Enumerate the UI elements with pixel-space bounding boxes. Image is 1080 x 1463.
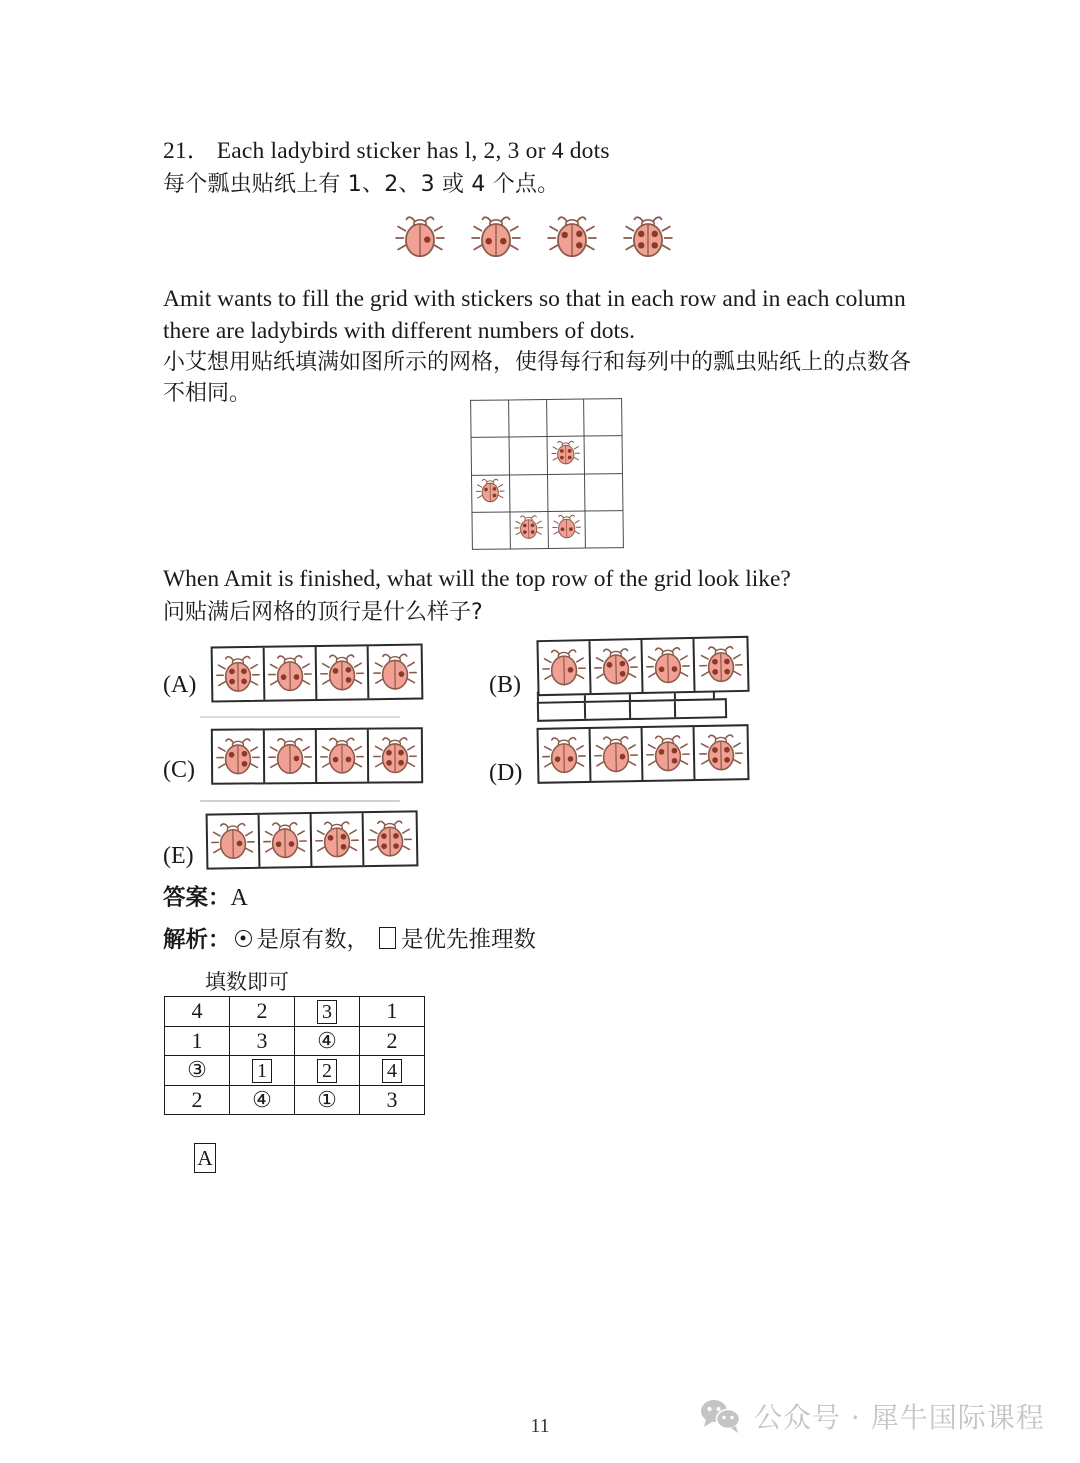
boxed-number: 1: [252, 1059, 272, 1083]
option-cell: [265, 730, 317, 782]
ladybird-icon-2: [262, 817, 309, 864]
option-cell: [538, 641, 591, 694]
option-cell: [317, 730, 369, 782]
ladybird-icon-3: [215, 733, 261, 779]
ladybird-icon-1: [210, 818, 257, 865]
ladybird-icon-4: [367, 815, 414, 862]
puzzle-cell-empty[interactable]: [472, 512, 510, 550]
ladybird-icon-2: [645, 642, 692, 689]
analysis-line: [163, 922, 536, 954]
page-number: 11: [530, 1415, 550, 1437]
question-en-text: Each ladybird sticker has l, 2, 3 or 4 dots: [216, 138, 610, 164]
solution-cell: 2: [230, 997, 295, 1027]
solution-table-row: [165, 997, 425, 1027]
option-cell: [265, 647, 318, 700]
puzzle-cell-filled[interactable]: [547, 436, 585, 474]
puzzle-grid: [470, 398, 624, 550]
solution-cell: [230, 1056, 295, 1086]
puzzle-cell-filled[interactable]: [547, 511, 585, 549]
sample-ladybird: [622, 211, 674, 268]
option-cell: [591, 728, 644, 781]
solution-cell: ④: [230, 1085, 295, 1115]
puzzle-cell-empty[interactable]: [509, 437, 547, 475]
wechat-icon: [700, 1399, 742, 1433]
question-body-en: Amit wants to fill the grid with stickers so that in each row and in each column there are ladybirds with different numbers of dots.: [163, 286, 906, 344]
watermark-text: 公众号 · 犀牛国际课程: [754, 1401, 1045, 1434]
puzzle-grid-row: [471, 436, 622, 475]
option-strip-c[interactable]: [211, 727, 423, 784]
option-label-a: (A): [163, 672, 197, 698]
ladybird-icon-2: [470, 211, 522, 263]
question-number: 21．: [163, 138, 211, 164]
option-cell: [369, 729, 421, 781]
ladybird-icon-2: [551, 512, 581, 542]
option-strip-d[interactable]: [537, 724, 750, 784]
solution-cell: 3: [360, 1085, 425, 1115]
option-cell: [213, 730, 265, 782]
puzzle-cell-empty[interactable]: [584, 436, 622, 474]
question-ask: [163, 563, 953, 629]
option-cell: [643, 727, 696, 780]
question-ask-en: When Amit is finished, what will the top row of the grid look like?: [163, 566, 791, 592]
solution-cell: [360, 1056, 425, 1086]
ladybird-icon-1: [541, 644, 588, 691]
solution-hint: 填数即可: [205, 970, 289, 994]
ladybird-icon-4: [215, 651, 262, 698]
question-en-line1: [163, 134, 963, 168]
option-strip-e[interactable]: [206, 810, 419, 869]
boxed-number: 3: [317, 1000, 337, 1024]
puzzle-grid-table: [470, 398, 624, 550]
puzzle-cell-empty[interactable]: [584, 399, 622, 437]
solution-cell: [295, 1056, 360, 1086]
puzzle-cell-empty[interactable]: [508, 400, 546, 438]
question-ask-cn: 问贴满后网格的顶行是什么样子?: [163, 600, 483, 625]
circle-marker-icon: [235, 930, 252, 947]
ladybird-icon-4: [372, 732, 418, 778]
option-cell: [312, 813, 365, 866]
ladybird-icon-3: [593, 643, 640, 690]
watermark: [700, 1396, 1045, 1436]
ladybird-icon-1: [267, 733, 313, 779]
puzzle-cell-empty[interactable]: [585, 473, 623, 511]
solution-table-row: [165, 1056, 425, 1086]
ladybird-icon-3: [314, 816, 361, 863]
question-body: [163, 283, 931, 409]
puzzle-cell-filled[interactable]: [472, 474, 510, 512]
solution-table: [164, 996, 425, 1115]
solution-cell: ③: [165, 1056, 230, 1086]
final-answer-box: A: [194, 1143, 216, 1173]
analysis-text-square: 是优先推理数: [401, 927, 537, 953]
option-cell: [213, 648, 266, 701]
solution-cell: 1: [360, 997, 425, 1027]
option-strip-a[interactable]: [211, 644, 424, 703]
ladybird-icon-2: [319, 733, 365, 779]
boxed-number: 2: [317, 1059, 337, 1083]
option-cell: [642, 639, 695, 692]
option-strip-b[interactable]: [536, 636, 749, 696]
question-cn-line1: 每个瓢虫贴纸上有 1、2、3 或 4 个点。: [163, 172, 560, 197]
answer-value: A: [230, 885, 248, 911]
ladybird-icon-4: [622, 211, 674, 263]
solution-cell: 4: [165, 997, 230, 1027]
puzzle-grid-row: [471, 399, 622, 438]
puzzle-cell-empty[interactable]: [471, 400, 509, 438]
option-cell: [539, 729, 592, 782]
scan-artifact-line: [200, 800, 400, 802]
ladybird-icon-2: [267, 650, 314, 697]
solution-cell: [295, 997, 360, 1027]
ladybird-icon-1: [593, 731, 640, 778]
question-body-cn: 小艾想用贴纸填满如图所示的网格，使得每行和每列中的瓢虫贴纸上的点数各不相同。: [163, 350, 912, 406]
puzzle-cell-empty[interactable]: [509, 474, 547, 512]
option-label-c: (C): [163, 757, 195, 783]
puzzle-cell-empty[interactable]: [547, 474, 585, 512]
sample-ladybird: [546, 211, 598, 268]
ladybird-icon-1: [394, 211, 446, 263]
scan-artifact-strip: [537, 698, 727, 722]
option-cell: [364, 812, 417, 865]
sample-ladybird-row: [394, 208, 674, 270]
option-label-d: (D): [489, 760, 523, 786]
analysis-text-circle: 是原有数，: [256, 927, 370, 953]
analysis-label: 解析：: [163, 927, 231, 953]
solution-cell: 3: [230, 1026, 295, 1056]
option-cell: [695, 726, 748, 779]
ladybird-icon-4: [514, 512, 544, 542]
sample-ladybird: [394, 211, 446, 268]
ladybird-icon-3: [319, 649, 366, 696]
ladybird-icon-4: [698, 641, 745, 688]
square-marker-icon: [379, 927, 396, 949]
answer-line: [163, 880, 248, 912]
solution-cell: ④: [295, 1026, 360, 1056]
ladybird-icon-4: [550, 437, 580, 467]
option-label-b: (B): [489, 672, 521, 698]
sample-ladybird: [470, 211, 522, 268]
option-cell: [590, 640, 643, 693]
puzzle-grid-row: [472, 510, 623, 549]
question-heading: [163, 134, 963, 202]
puzzle-cell-filled[interactable]: [510, 511, 548, 549]
puzzle-cell-empty[interactable]: [546, 399, 584, 437]
option-cell: [208, 815, 261, 868]
ladybird-icon-1: [372, 649, 419, 696]
puzzle-cell-empty[interactable]: [585, 510, 623, 548]
solution-table-row: [165, 1026, 425, 1056]
solution-cell: 2: [360, 1026, 425, 1056]
puzzle-grid-row: [472, 473, 623, 512]
ladybird-icon-4: [698, 729, 745, 776]
ladybird-icon-3: [645, 730, 692, 777]
option-cell: [369, 646, 422, 699]
ladybird-icon-3: [475, 476, 505, 506]
solution-cell: 2: [165, 1085, 230, 1115]
option-label-e: (E): [163, 843, 194, 869]
boxed-number: 4: [382, 1059, 402, 1083]
solution-cell: 1: [165, 1026, 230, 1056]
solution-cell: ①: [295, 1085, 360, 1115]
ladybird-icon-2: [541, 732, 588, 779]
option-cell: [260, 814, 313, 867]
scan-artifact-line: [200, 716, 400, 718]
ladybird-icon-3: [546, 211, 598, 263]
option-cell: [694, 638, 747, 691]
option-cell: [317, 646, 370, 699]
puzzle-cell-empty[interactable]: [471, 437, 509, 475]
solution-table-row: [165, 1085, 425, 1115]
answer-label: 答案：: [163, 885, 231, 911]
